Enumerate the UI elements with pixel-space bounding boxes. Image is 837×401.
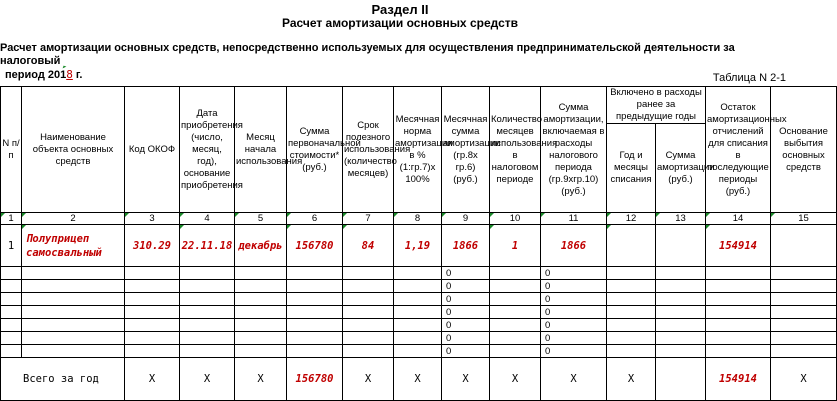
header-basis: Основание выбытия основных средств (771, 87, 837, 213)
table-row (1, 267, 837, 280)
intro-text (0, 42, 798, 82)
column-number: 10 (490, 213, 541, 225)
cell-amount[interactable]: 0 (541, 267, 607, 280)
header-year-months: Год и месяцы списания (607, 124, 656, 213)
cell-monthly[interactable]: 0 (442, 280, 490, 293)
table-row (1, 293, 837, 306)
cell-okof[interactable]: 310.29 (125, 225, 180, 267)
total-cost[interactable]: 156780 (287, 358, 343, 401)
cell-n[interactable]: 1 (1, 225, 22, 267)
header-sum: Сумма амортизации (руб.) (656, 124, 706, 213)
cell-month[interactable]: декабрь (235, 225, 287, 267)
table-row (1, 345, 837, 358)
column-number: 14 (706, 213, 771, 225)
total-x: X (235, 358, 287, 401)
column-number: 9 (442, 213, 490, 225)
total-x: X (180, 358, 235, 401)
header-remaining: Остаток амортизационных отчислений для списания в последующие периоды (руб.) (706, 87, 771, 213)
header-cost: Сумма первоначальной стоимости* (руб.) (287, 87, 343, 213)
header-months-used: Количество месяцев использования в налоговом периоде (490, 87, 541, 213)
header-monthly: Месячная сумма амортизации (гр.8x гр.6) (руб.) (442, 87, 490, 213)
header-rate: Месячная норма амортизации в % (1:гр.7)x 100% (394, 87, 442, 213)
section-title: Раздел II (371, 2, 429, 17)
column-number: 15 (771, 213, 837, 225)
cell-term[interactable]: 84 (343, 225, 394, 267)
header-n: N п/п (1, 87, 22, 213)
total-x: X (394, 358, 442, 401)
header-term: Срок полезного использования (количество месяцев) (343, 87, 394, 213)
table-row (1, 306, 837, 319)
cell-monthly[interactable]: 0 (442, 267, 490, 280)
cell-amount[interactable]: 0 (541, 293, 607, 306)
total-label: Всего за год (1, 358, 125, 401)
period-year-digit[interactable]: 8 (66, 68, 73, 81)
intro-line1: Расчет амортизации основных средств, непосредственно используемых для осуществления предпринимательской деятельности за налоговый (0, 42, 735, 67)
cell-basis[interactable] (771, 225, 837, 267)
cell-date[interactable]: 22.11.18 (180, 225, 235, 267)
total-row (1, 358, 837, 401)
cell-cost[interactable]: 156780 (287, 225, 343, 267)
cell-name[interactable]: Полуприцеп самосвальный (22, 225, 125, 267)
header-name: Наименование объекта основных средств (22, 87, 125, 213)
total-x: X (343, 358, 394, 401)
column-number: 11 (541, 213, 607, 225)
column-number: 5 (235, 213, 287, 225)
header-amount: Сумма амортизации, включаемая в расходы налогового периода (гр.9xгр.10) (руб.) (541, 87, 607, 213)
cell-year-months[interactable] (607, 225, 656, 267)
table-row (1, 319, 837, 332)
cell-monthly[interactable]: 0 (442, 345, 490, 358)
header-month: Месяц начала использования (235, 87, 287, 213)
section-subtitle: Расчет амортизации основных средств (281, 16, 519, 30)
column-numbers-row (1, 213, 837, 225)
cell-amount[interactable]: 0 (541, 306, 607, 319)
column-number: 6 (287, 213, 343, 225)
cell-remaining[interactable]: 154914 (706, 225, 771, 267)
total-x: X (541, 358, 607, 401)
cell-rate[interactable]: 1,19 (394, 225, 442, 267)
cell-amount[interactable]: 1866 (541, 225, 607, 267)
table-label: Таблица N 2-1 (712, 72, 786, 84)
column-number: 1 (1, 213, 22, 225)
cell-amount[interactable]: 0 (541, 332, 607, 345)
column-number: 12 (607, 213, 656, 225)
cell-amount[interactable]: 0 (541, 280, 607, 293)
table-row (1, 280, 837, 293)
cell-monthly[interactable]: 1866 (442, 225, 490, 267)
intro-period: период 2018 г. (5, 68, 83, 81)
column-number: 7 (343, 213, 394, 225)
cell-monthly[interactable]: 0 (442, 306, 490, 319)
cell-monthly[interactable]: 0 (442, 293, 490, 306)
column-number: 13 (656, 213, 706, 225)
total-remaining[interactable]: 154914 (706, 358, 771, 401)
amortization-table (0, 86, 837, 401)
cell-amount[interactable]: 0 (541, 319, 607, 332)
column-number: 8 (394, 213, 442, 225)
header-group: Включено в расходы ранее за предыдущие годы (607, 87, 706, 124)
column-number: 3 (125, 213, 180, 225)
header-okof: Код ОКОФ (125, 87, 180, 213)
cell-amount[interactable]: 0 (541, 345, 607, 358)
table-row (1, 225, 837, 267)
total-x: X (442, 358, 490, 401)
total-sum[interactable] (656, 358, 706, 401)
cell-monthly[interactable]: 0 (442, 319, 490, 332)
total-x: X (125, 358, 180, 401)
header-date: Дата приобретения (число, месяц, год), основание приобретения (180, 87, 235, 213)
column-number: 4 (180, 213, 235, 225)
cell-monthly[interactable]: 0 (442, 332, 490, 345)
total-x: X (607, 358, 656, 401)
total-x: X (490, 358, 541, 401)
cell-months-used[interactable]: 1 (490, 225, 541, 267)
table-row (1, 332, 837, 345)
cell-sum[interactable] (656, 225, 706, 267)
column-number: 2 (22, 213, 125, 225)
total-x: X (771, 358, 837, 401)
